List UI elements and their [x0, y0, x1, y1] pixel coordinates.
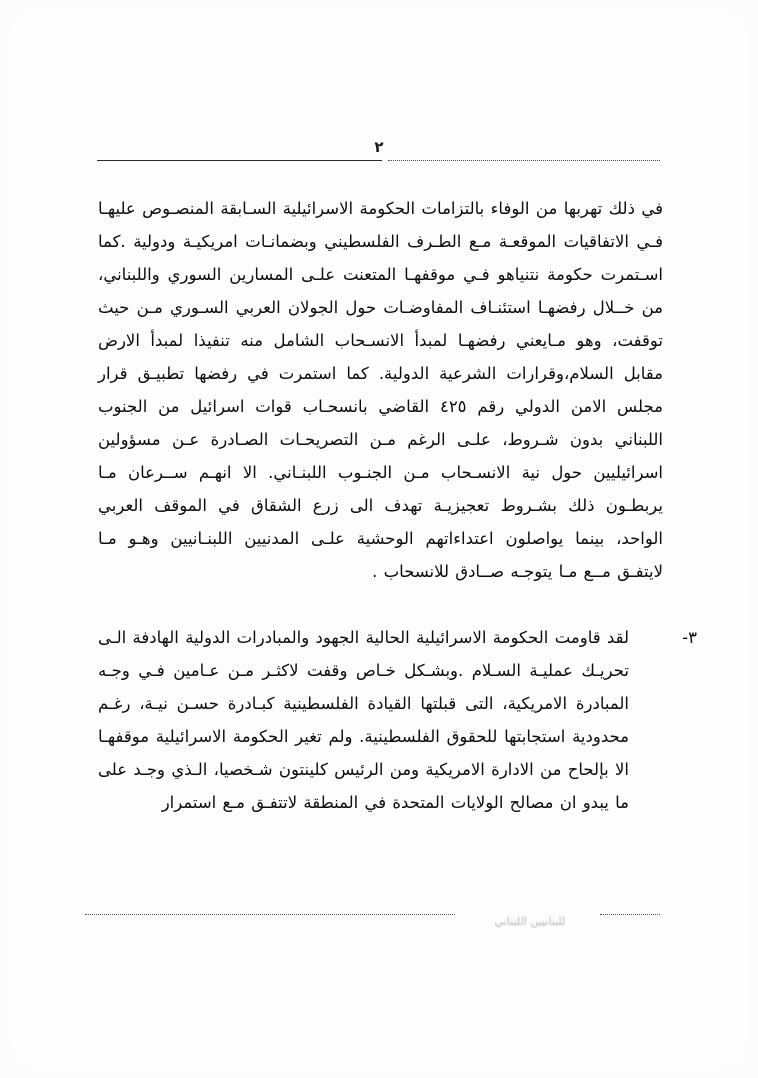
- footer-rule-right: [600, 914, 660, 915]
- header-rule-right: [388, 160, 660, 161]
- footer-faded-text: للبنانيين اللبناني: [494, 915, 566, 928]
- paragraph-continuation: في ذلك تهربها من الوفاء بالتزامات الحكومة الاسرائيلية السـابقة المنصـوص عليهـا فـي الاتفاقيات الموقعـة مـع الطـرف الفلسطيني وبضمانـات امريكيـة ودولية .كما اسـتمرت حكومة نتنياهو فـي موقفهـا المتعنت علـى المسارين السوري واللبناني، من خــلال رفضهـا استئنـاف المفاوضـات حول الجولان العربي السـوري مـن حيث توقفت، وهو مـايعني رفضهـا لمبدأ الانسـحاب الشامل منه تنفيذا لمبدأ الارض مقابل السلام،وقرارات الشرعية الدولية. كما استمرت في رفضها تطبيـق قرار مجلس الامن الدولي رقم ٤٢٥ القاضي بانسحـاب قوات اسرائيل من الجنوب اللبناني بدون شـروط، علـى الرغم مـن التصريحـات الصـادرة عـن مسؤولين اسرائيليين حول نية الانسـحاب مـن الجنـوب اللبنـاني. الا انهـم ســرعان مـا يربطـون ذلك بشـروط تعجيزيـة تهدف الى زرع الشقاق في الموقف العربي الواحد، بينما يواصلون اعتداءاتهم الوحشية علـى المدنيين اللبنـانيين وهـو مـا لايتفـق مــع مـا يتوجـه صــادق للانسحاب .: [98, 199, 664, 581]
- page-number: ٢: [374, 138, 384, 156]
- numbered-paragraph-3: [98, 621, 697, 819]
- paragraph-text: لقد قاومت الحكومة الاسرائيلية الحالية الجهود والمبادرات الدولية الهادفة الـى تحريـك عمليـة السـلام .وبشـكل خـاص وقفت لاكثـر مـن عـامين فـي وجـه المبادرة الامريكية، التى قبلتها القيادة الفلسطينية كبـادرة حسـن نيـة، رغـم محدودية استجابتها للحقوق الفلسطينية. ولم تغير الحكومة الاسرائيلية موقفهـا الا بإلحاح من الادارة الامريكية ومن الرئيس كلينتون شـخصيا، الـذي وجـد على ما يبدو ان مصالح الولايات المتحدة في المنطقة لاتتفـق مـع استمرار: [98, 628, 629, 812]
- footer-rule-left: [85, 914, 455, 915]
- paragraph-spacer: [98, 588, 663, 621]
- header-rule-left: [97, 160, 382, 161]
- document-body: [98, 192, 697, 819]
- list-marker: ٣-: [682, 628, 697, 647]
